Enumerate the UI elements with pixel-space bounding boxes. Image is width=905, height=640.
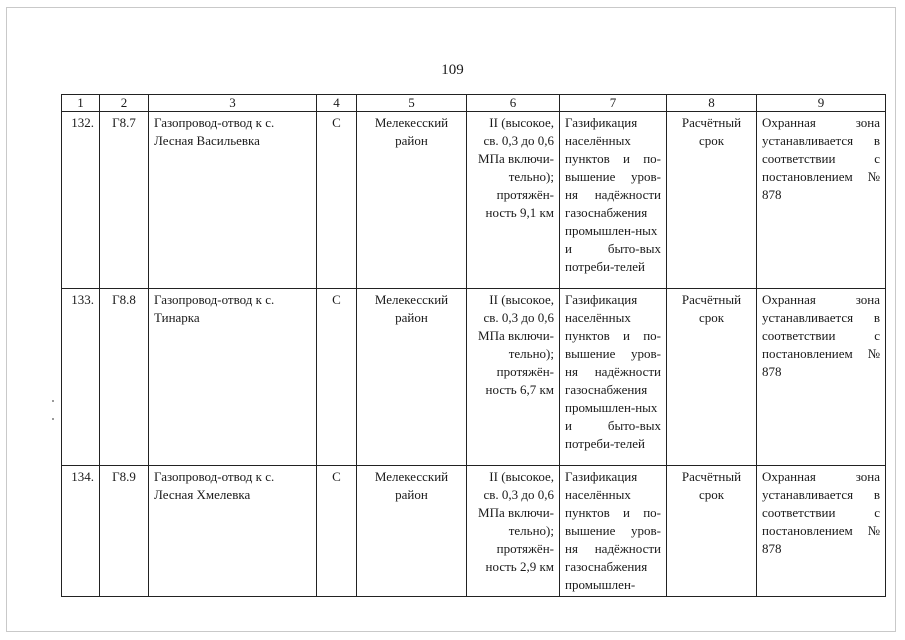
- table-row: [62, 112, 886, 289]
- row-number: 133.: [62, 289, 100, 466]
- row-number: 134.: [62, 466, 100, 597]
- object-status: С: [317, 466, 357, 597]
- pipeline-params: II (высокое, св. 0,3 до 0,6 МПа включи-тельно); протяжён-ность 6,7 км: [467, 289, 560, 466]
- table-row: [62, 466, 886, 597]
- column-header: 1: [62, 95, 100, 112]
- page-number: 109: [441, 62, 464, 78]
- object-code: Г8.9: [100, 466, 149, 597]
- purpose: Газификация населённых пунктов и по-вышение уров-ня надёжности газоснабжения промышлен-ных и быто-вых потреби-телей: [560, 289, 667, 466]
- object-name: Газопровод-отвод к с. Тинарка: [149, 289, 317, 466]
- column-header: 8: [667, 95, 757, 112]
- object-status: С: [317, 112, 357, 289]
- term: Расчётный срок: [667, 112, 757, 289]
- column-header: 3: [149, 95, 317, 112]
- term: Расчётный срок: [667, 466, 757, 597]
- data-table: [61, 94, 886, 597]
- column-header: 2: [100, 95, 149, 112]
- row-number: 132.: [62, 112, 100, 289]
- object-code: Г8.8: [100, 289, 149, 466]
- term: Расчётный срок: [667, 289, 757, 466]
- pipeline-params: II (высокое, св. 0,3 до 0,6 МПа включи-тельно); протяжён-ность 9,1 км: [467, 112, 560, 289]
- object-code: Г8.7: [100, 112, 149, 289]
- protection-zone: Охранная зона устанавливается в соответствии с постановлением № 878: [757, 466, 886, 597]
- purpose: Газификация населённых пунктов и по-вышение уров-ня надёжности газоснабжения промышлен-ных и быто-вых потреби-телей: [560, 112, 667, 289]
- district: Мелекесский район: [357, 289, 467, 466]
- protection-zone: Охранная зона устанавливается в соответствии с постановлением № 878: [757, 289, 886, 466]
- purpose: Газификация населённых пунктов и по-вышение уров-ня надёжности газоснабжения промышлен-: [560, 466, 667, 597]
- district: Мелекесский район: [357, 112, 467, 289]
- object-status: С: [317, 289, 357, 466]
- scan-speck: [52, 400, 54, 402]
- district: Мелекесский район: [357, 466, 467, 597]
- scan-speck: [52, 418, 54, 420]
- object-name: Газопровод-отвод к с. Лесная Хмелевка: [149, 466, 317, 597]
- column-header: 9: [757, 95, 886, 112]
- table-header-row: [62, 95, 886, 112]
- column-header: 7: [560, 95, 667, 112]
- column-header: 6: [467, 95, 560, 112]
- pipeline-params: II (высокое, св. 0,3 до 0,6 МПа включи-тельно); протяжён-ность 2,9 км: [467, 466, 560, 597]
- column-header: 4: [317, 95, 357, 112]
- column-header: 5: [357, 95, 467, 112]
- table-row: [62, 289, 886, 466]
- object-name: Газопровод-отвод к с. Лесная Васильевка: [149, 112, 317, 289]
- protection-zone: Охранная зона устанавливается в соответствии с постановлением № 878: [757, 112, 886, 289]
